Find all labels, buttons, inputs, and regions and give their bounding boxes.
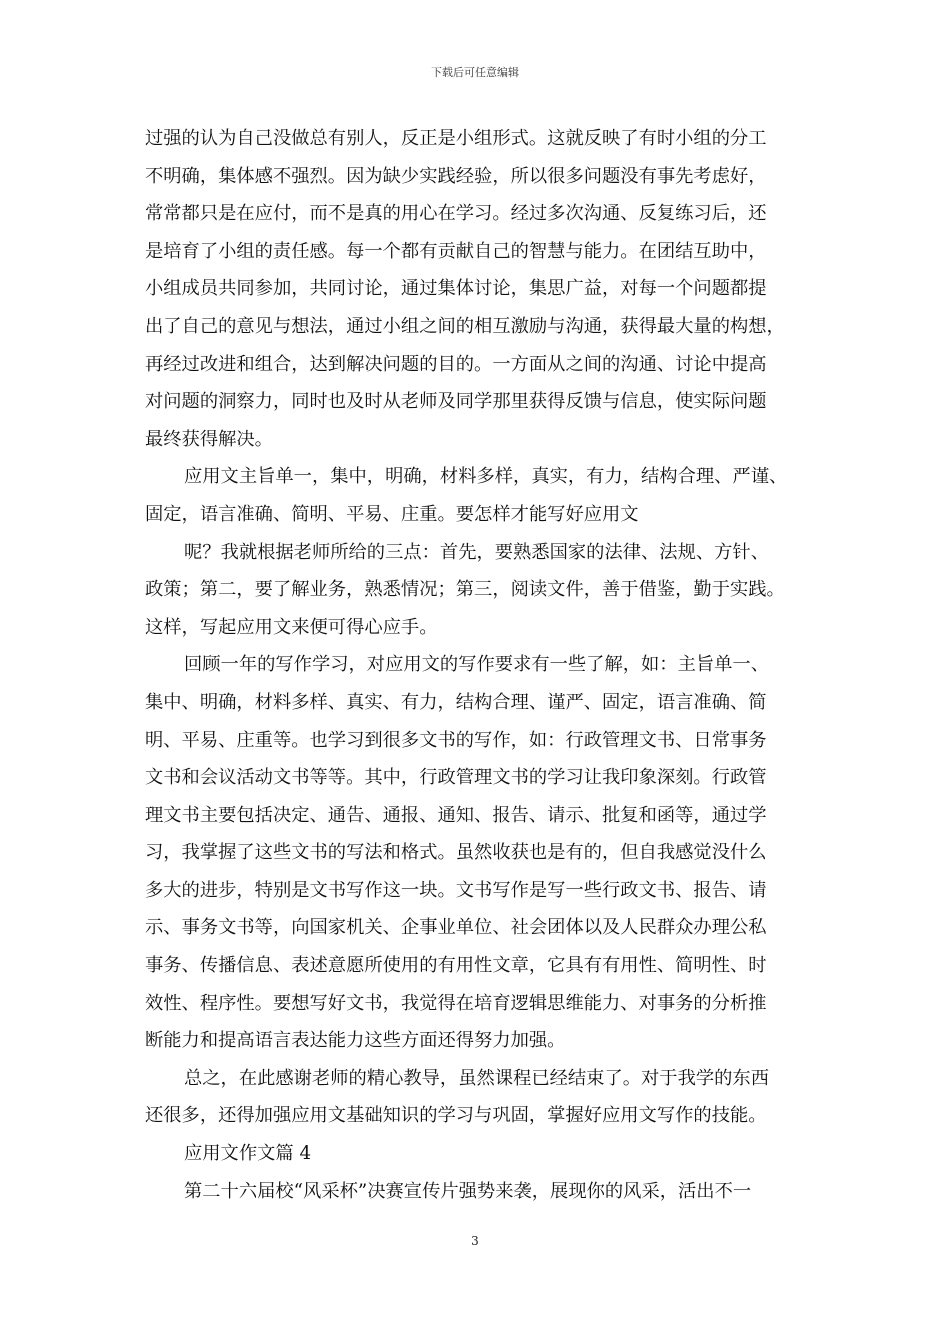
text-line: 出了自己的意见与想法，通过小组之间的相互激励与沟通，获得最大量的构想， <box>145 315 785 337</box>
document-body <box>145 120 825 1210</box>
text-line: 示、事务文书等，向国家机关、企事业单位、社会团体以及人民群众办理公私 <box>145 917 767 939</box>
text-line: 习，我掌握了这些文书的写法和格式。虽然收获也是有的，但自我感觉没什么 <box>145 842 767 864</box>
paragraph <box>145 534 825 647</box>
text-line: 过强的认为自己没做总有别人，反正是小组形式。这就反映了有时小组的分工 <box>145 128 767 149</box>
text-line: 多大的进步，特别是文书写作这一块。文书写作是写一些行政文书、报告、请 <box>145 879 767 901</box>
text-line: 再经过改进和组合，达到解决问题的目的。一方面从之间的沟通、讨论中提高 <box>145 353 767 375</box>
text-line: 集中、明确，材料多样、真实、有力，结构合理、谨严、固定，语言准确、简 <box>145 691 767 713</box>
text-line: 政策；第二，要了解业务，熟悉情况；第三，阅读文件，善于借鉴，勤于实践。 <box>145 579 785 601</box>
paragraph <box>145 120 825 458</box>
text-line: 回顾一年的写作学习，对应用文的写作要求有一些了解，如：主旨单一、 <box>184 654 769 676</box>
text-line: 总之，在此感谢老师的精心教导，虽然课程已经结束了。对于我学的东西 <box>184 1067 769 1089</box>
text-line: 不明确，集体感不强烈。因为缺少实践经验，所以很多问题没有事先考虑好， <box>145 165 767 187</box>
paragraph <box>145 1173 825 1211</box>
paragraph <box>145 458 825 533</box>
text-line: 文书和会议活动文书等等。其中，行政管理文书的学习让我印象深刻。行政管 <box>145 767 767 789</box>
text-line: 第二十六届校“风采杯”决赛宣传片强势来袭，展现你的风采，活出不一 <box>184 1180 752 1202</box>
text-line: 还很多，还得加强应用文基础知识的学习与巩固，掌握好应用文写作的技能。 <box>145 1105 767 1127</box>
text-line: 理文书主要包括决定、通告、通报、通知、报告、请示、批复和函等，通过学 <box>145 804 767 826</box>
page-header: 下载后可任意编辑 <box>431 66 519 79</box>
text-line: 事务、传播信息、表述意愿所使用的有用性文章，它具有有用性、简明性、时 <box>145 955 767 977</box>
text-line: 断能力和提高语言表达能力这些方面还得努力加强。 <box>145 1030 566 1052</box>
text-line: 应用文作文篇 4 <box>184 1143 312 1165</box>
paragraph <box>145 646 825 1060</box>
text-line: 应用文主旨单一，集中，明确，材料多样，真实，有力，结构合理、严谨、 <box>184 466 788 488</box>
section-heading <box>145 1135 825 1173</box>
page-number: 3 <box>471 1234 479 1248</box>
text-line: 是培育了小组的责任感。每一个都有贡献自己的智慧与能力。在团结互助中， <box>145 240 767 262</box>
text-line: 呢？我就根据老师所给的三点：首先，要熟悉国家的法律、法规、方针、 <box>184 541 769 563</box>
text-line: 小组成员共同参加，共同讨论，通过集体讨论，集思广益，对每一个问题都提 <box>145 278 767 300</box>
text-line: 固定，语言准确、简明、平易、庄重。要怎样才能写好应用文 <box>145 503 639 525</box>
text-line: 最终获得解决。 <box>145 428 273 450</box>
text-line: 这样，写起应用文来便可得心应手。 <box>145 616 438 638</box>
text-line: 明、平易、庄重等。也学习到很多文书的写作，如：行政管理文书、日常事务 <box>145 729 767 751</box>
paragraph <box>145 1060 825 1135</box>
text-line: 效性、程序性。要想写好文书，我觉得在培育逻辑思维能力、对事务的分析推 <box>145 992 767 1014</box>
text-line: 常常都只是在应付，而不是真的用心在学习。经过多次沟通、反复练习后，还 <box>145 203 767 225</box>
text-line: 对问题的洞察力，同时也及时从老师及同学那里获得反馈与信息，使实际问题 <box>145 391 767 413</box>
